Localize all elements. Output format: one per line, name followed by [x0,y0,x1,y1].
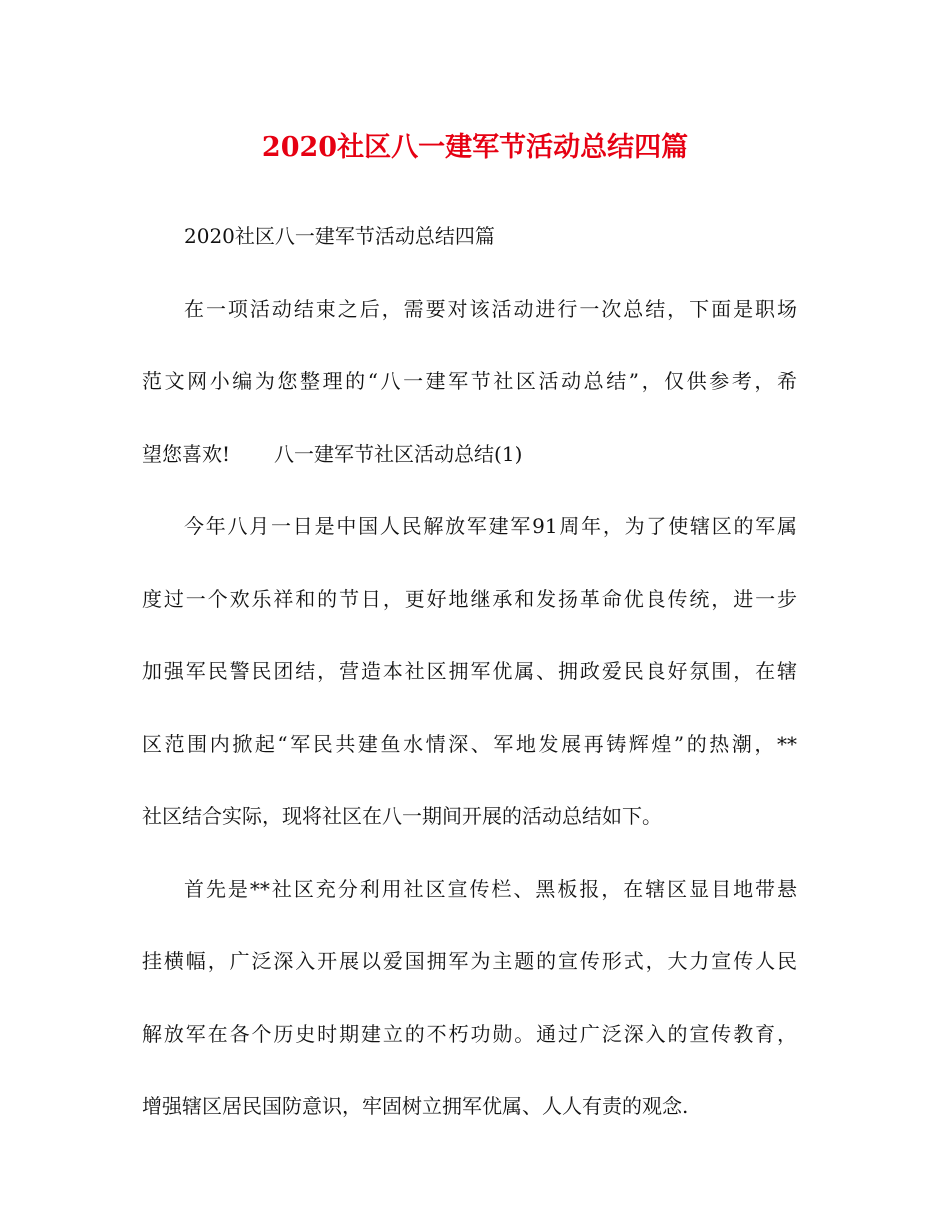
paragraph-line: 挂横幅，广泛深入开展以爱国拥军为主题的宣传形式，大力宣传人民 [142,949,797,973]
document-title: 2020社区八一建军节活动总结四篇 [261,132,689,163]
paragraph-line: 解放军在各个历史时期建立的不朽功勋。通过广泛深入的宣传教育， [142,1021,797,1046]
paragraph-line: 范文网小编为您整理的“八一建军节社区活动总结”，仅供参考，希 [142,369,797,393]
paragraph-line: 首先是**社区充分利用社区宣传栏、黑板报，在辖区显目地带悬 [184,876,797,901]
paragraph-line: 在一项活动结束之后，需要对该活动进行一次总结，下面是职场 [184,296,797,321]
paragraph-line: 度过一个欢乐祥和的节日，更好地继承和发扬革命优良传统，进一步 [142,586,797,611]
paragraph-line [142,437,797,471]
section-heading: 八一建军节社区活动总结(1) [274,441,523,466]
paragraph-line: 增强辖区居民国防意识，牢固树立拥军优属、人人有责的观念. [142,1094,689,1118]
paragraph-line: 今年八月一日是中国人民解放军建军91周年，为了使辖区的军属 [184,514,797,538]
paragraph-line: 社区结合实际，现将社区在八一期间开展的活动总结如下。 [142,804,662,828]
paragraph-line: 加强军民警民团结，营造本社区拥军优属、拥政爱民良好氛围，在辖 [142,659,797,683]
paragraph-line: 2020社区八一建军节活动总结四篇 [184,224,495,248]
document-body [142,219,797,1162]
paragraph-line: 区范围内掀起“军民共建鱼水情深、军地发展再铸辉煌”的热潮，** [142,731,797,756]
paragraph-text: 望您喜欢! [142,441,231,466]
